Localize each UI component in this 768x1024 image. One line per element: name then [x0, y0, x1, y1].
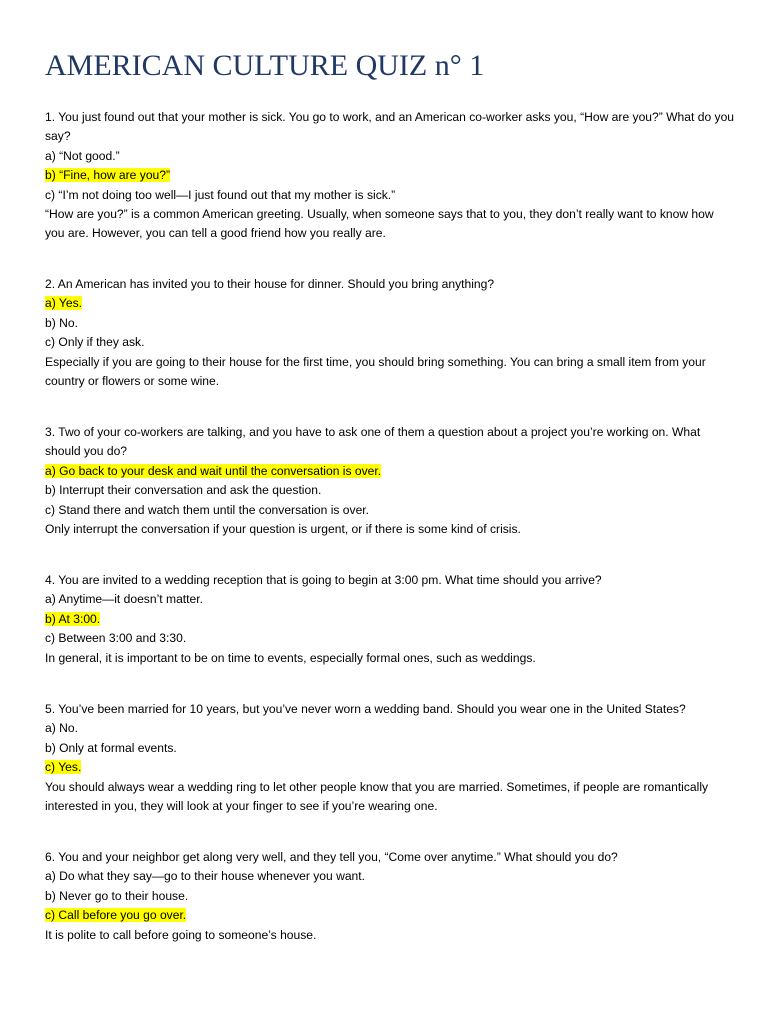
option-b: b) Only at formal events.	[45, 740, 177, 755]
option-a: a) No.	[45, 721, 78, 736]
correct-answer-highlight: c) Yes.	[45, 760, 82, 775]
question-text: 2. An American has invited you to their house for dinner. Should you bring anything?	[45, 277, 495, 291]
correct-answer-highlight: c) Call before you go over.	[45, 908, 187, 923]
question-text: 6. You and your neighbor get along very well, and they tell you, “Come over anytime.” What should you do?	[45, 850, 618, 864]
explanation: “How are you?” is a common American greeting. Usually, when someone says that to you, they don’t really want to know how you are. However, you can tell a good friend how you really are.	[45, 207, 714, 241]
option-c: c) Only if they ask.	[45, 335, 145, 350]
question-6	[45, 848, 735, 945]
question-text: 1. You just found out that your mother is sick. You go to work, and an American co-worker asks you, “How are you?” What do you say?	[45, 110, 735, 144]
correct-answer-highlight: b) At 3:00.	[45, 611, 101, 626]
explanation: It is polite to call before going to someone’s house.	[45, 927, 317, 942]
option-b-correct	[45, 610, 735, 629]
explanation: Especially if you are going to their house for the first time, you should bring something. You can bring a small item from your country or flowers or some wine.	[45, 354, 706, 389]
correct-answer-highlight: a) Yes.	[45, 296, 82, 311]
explanation: Only interrupt the conversation if your question is urgent, or if there is some kind of crisis.	[45, 522, 521, 537]
correct-answer-highlight: b) “Fine, how are you?”	[45, 168, 171, 183]
question-text: 3. Two of your co-workers are talking, and you have to ask one of them a question about a project you’re working on. What should you do?	[45, 425, 701, 459]
option-b: b) Interrupt their conversation and ask the question.	[45, 483, 322, 498]
correct-answer-highlight: a) Go back to your desk and wait until the conversation is over.	[45, 463, 382, 478]
question-4	[45, 571, 735, 668]
option-c-correct	[45, 758, 735, 777]
option-c: c) Between 3:00 and 3:30.	[45, 631, 187, 646]
option-a: a) Do what they say—go to their house whenever you want.	[45, 869, 365, 884]
question-text: 5. You’ve been married for 10 years, but you’ve never worn a wedding band. Should you wear one in the United States?	[45, 702, 686, 716]
explanation: You should always wear a wedding ring to let other people know that you are married. Sometimes, if people are romantically interested in you, they will look at your finger to see if you’re wearing one.	[45, 779, 709, 814]
option-a: a) Anytime—it doesn’t matter.	[45, 592, 203, 607]
option-c: c) Stand there and watch them until the conversation is over.	[45, 502, 370, 517]
option-c-correct	[45, 906, 735, 925]
option-b: b) No.	[45, 315, 78, 330]
option-b-correct	[45, 166, 735, 185]
option-a-correct	[45, 462, 735, 481]
option-c: c) “I’m not doing too well—I just found out that my mother is sick.”	[45, 187, 396, 202]
question-text: 4. You are invited to a wedding reception that is going to begin at 3:00 pm. What time should you arrive?	[45, 573, 602, 587]
option-a: a) “Not good.”	[45, 148, 120, 163]
question-1	[45, 108, 735, 244]
explanation: In general, it is important to be on time to events, especially formal ones, such as weddings.	[45, 650, 536, 665]
option-b: b) Never go to their house.	[45, 888, 189, 903]
question-3	[45, 423, 735, 539]
question-2	[45, 275, 735, 391]
option-a-correct	[45, 294, 735, 313]
question-5	[45, 700, 735, 816]
page-title: AMERICAN CULTURE QUIZ n° 1	[45, 49, 485, 82]
